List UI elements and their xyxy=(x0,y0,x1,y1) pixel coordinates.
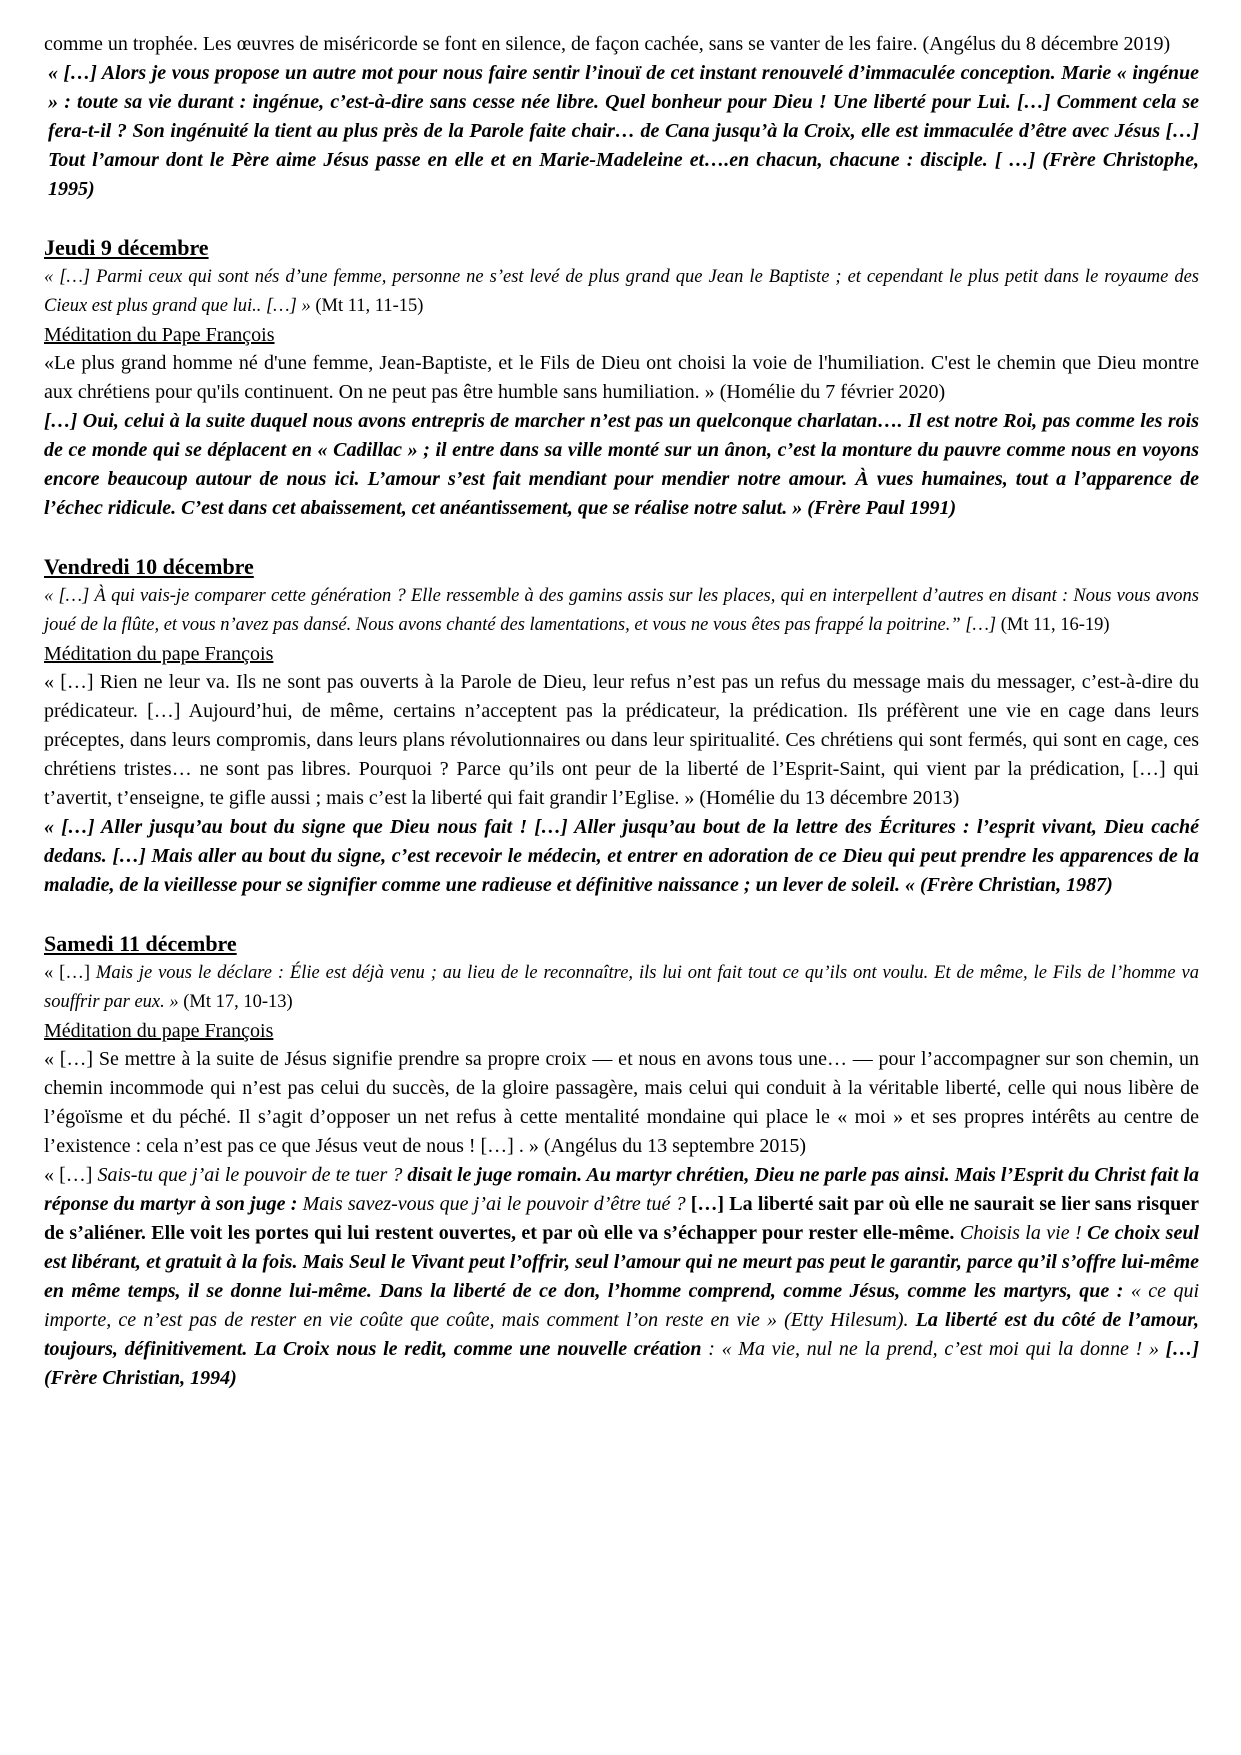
frere-part-italic: : « Ma vie, nul ne la prend, c’est moi qui la donne ! » xyxy=(701,1338,1166,1360)
frere-part-bold-italic: […] (Frère Christian, 1994) xyxy=(44,1338,1199,1389)
frere-quote-jeudi: […] Oui, celui à la suite duquel nous avons entrepris de marcher n’est pas un quelconque charlatan…. Il est notre Roi, pas comme les rois de ce monde qui se déplacent en « Cadillac » ; il entre dans sa ville monté sur un ânon, c’est la monture du pauvre comme nous en voyons encore beaucoup autour de nous ici. L’amour s’est fait mendiant pour mendier notre amour. À vues humaines, tout a l’apparence de l’échec ridicule. C’est dans cet abaissement, cet anéantissement, que se réalise notre salut. » (Frère Paul 1991) xyxy=(44,410,1199,519)
meditation-vendredi: « […] Rien ne leur va. Ils ne sont pas ouverts à la Parole de Dieu, leur refus n’est pas un refus du message mais du messager, c’est-à-dire du prédicateur. […] Aujourd’hui, de même, certains n’acceptent pas la prédicateur, la prédication. Ils préfèrent une vie en cage dans leurs préceptes, dans leurs compromis, dans leurs plans révolutionnaires ou dans leur spiritualité. Ces chrétiens qui sont fermés, qui sont en cage, ces chrétiens tristes… ne sont pas libres. Pourquoi ? Parce qu’ils ont peur de la liberté de l’Esprit-Saint, qui vient par la prédication, […] qui t’avertit, t’enseigne, te gifle aussi ; mais c’est la liberté qui fait grandir l’Eglise. » (Homélie du 13 décembre 2013) xyxy=(44,671,1199,809)
frere-part-italic: Mais savez-vous que j’ai le pouvoir d’être tué ? xyxy=(302,1193,686,1215)
gospel-reference: (Mt 17, 10-13) xyxy=(178,992,293,1012)
meditation-title-vendredi: Méditation du pape François xyxy=(44,643,274,665)
frere-quote-vendredi: « […] Aller jusqu’au bout du signe que Dieu nous fait ! […] Aller jusqu’au bout de la lettre des Écritures : l’esprit vivant, Dieu caché dedans. […] Mais aller au bout du signe, c’est recevoir le médecin, et entrer en adoration de ce Dieu qui peut prendre les apparences de la maladie, de la vieillesse pour se signifier comme une radieuse et définitive naissance ; un lever de soleil. « (Frère Christian, 1987) xyxy=(44,816,1199,896)
meditation-title-jeudi: Méditation du Pape François xyxy=(44,324,275,346)
meditation-reference: (Homélie du 7 février 2020) xyxy=(719,381,946,403)
gospel-jeudi xyxy=(44,263,1199,321)
gospel-vendredi xyxy=(44,582,1199,640)
meditation-jeudi xyxy=(44,349,1199,407)
frere-part-italic: Sais-tu que j’ai le pouvoir de te tuer ? xyxy=(97,1164,403,1186)
gospel-samedi xyxy=(44,959,1199,1017)
heading-vendredi: Vendredi 10 décembre xyxy=(44,554,254,579)
frere-part-bold-italic: La liberté est du côté de l’amour, toujours, définitivement. La Croix nous le redit, comme une nouvelle création xyxy=(44,1309,1199,1360)
frere-part-italic: « ce qui importe, ce n’est pas de rester en vie coûte que coûte, mais comment l’on reste en vie » (Etty Hilesum). xyxy=(44,1280,1200,1331)
heading-jeudi: Jeudi 9 décembre xyxy=(44,235,209,260)
gospel-text: Mais je vous le déclare : Élie est déjà venu ; au lieu de le reconnaître, ils lui ont fait tout ce qu’ils ont voulu. Et de même, le Fils de l’homme va souffrir par eux. » xyxy=(44,963,1200,1012)
gospel-text: « […] À qui vais-je comparer cette génération ? Elle ressemble à des gamins assis sur les places, qui en interpellent d’autres en disant : Nous vous avons joué de la flûte, et vous n’avez pas dansé. Nous avons chanté des lamentations, et vous ne vous êtes pas frappé la poitrine.” […] xyxy=(44,586,1199,635)
frere-part-bold: […] La liberté sait par où elle ne saurait se lier sans risquer de s’aliéner. Elle voit les portes qui lui restent ouvertes, et par où elle va s’échapper pour rester elle-même. xyxy=(44,1193,1200,1244)
gospel-prefix: « […] xyxy=(44,963,96,983)
meditation-text: «Le plus grand homme né d'une femme, Jean-Baptiste, et le Fils de Dieu ont choisi la voie de l'humiliation. C'est le chemin que Dieu montre aux chrétiens pour qu'ils continuent. On ne peut pas être humble sans humiliation. » xyxy=(44,352,1199,403)
frere-part: « […] xyxy=(44,1164,98,1186)
frere-quote-samedi xyxy=(44,1161,1199,1393)
frere-part-bold-italic: Ce choix seul est libérant, et gratuit à la fois. Mais Seul le Vivant peut l’offrir, seul l’amour qui ne meurt pas peut le garantir, parce qu’il s’offre lui-même en même temps, il se donne lui-même. Dans la liberté de ce don, l’homme comprend, comme Jésus, comme les martyrs, que : xyxy=(44,1222,1200,1302)
meditation-samedi: « […] Se mettre à la suite de Jésus signifie prendre sa propre croix — et nous en avons tous une… — pour l’accompagner sur son chemin, un chemin incommode qui n’est pas celui du succès, de la gloire passagère, mais celui qui conduit à la véritable liberté, celle qui nous libère de l’égoïsme et du péché. Il s’agit d’opposer un net refus à cette mentalité mondaine qui place le « moi » et ses propres intérêts au centre de l’existence : cela n’est pas ce que Jésus veut de nous ! […] . » (Angélus du 13 septembre 2015) xyxy=(44,1048,1199,1157)
christophe-quote: « […] Alors je vous propose un autre mot pour nous faire sentir l’inouï de cet instant renouvelé d’immaculée conception. Marie « ingénue » : toute sa vie durant : ingénue, c’est-à-dire sans cesse née libre. Quel bonheur pour Dieu ! Une liberté pour Lui. […] Comment cela se fera-t-il ? Son ingénuité la tient au plus près de la Parole faite chair… de Cana jusqu’à la Croix, elle est immaculée d’être avec Jésus […] Tout l’amour dont le Père aime Jésus passe en elle et en Marie-Madeleine et….en chacun, chacune : disciple. [ …] (Frère Christophe, 1995) xyxy=(48,62,1199,200)
gospel-reference: (Mt 11, 11-15) xyxy=(310,296,424,316)
gospel-text: « […] Parmi ceux qui sont nés d’une femme, personne ne s’est levé de plus grand que Jean le Baptiste ; et cependant le plus petit dans le royaume des Cieux est plus grand que lui.. […] » xyxy=(44,267,1199,316)
gospel-reference: (Mt 11, 16-19) xyxy=(996,615,1110,635)
frere-part-bold-italic: disait le juge romain. Au martyr chrétien, Dieu ne parle pas ainsi. Mais l’Esprit du Christ fait la réponse du martyr à son juge : xyxy=(44,1164,1199,1215)
frere-part-italic: Choisis la vie ! xyxy=(959,1222,1082,1244)
intro-text: comme un trophée. Les œuvres de miséricorde se font en silence, de façon cachée, sans se vanter de les faire. xyxy=(44,33,918,55)
intro-paragraph xyxy=(44,30,1199,59)
heading-samedi: Samedi 11 décembre xyxy=(44,931,237,956)
meditation-title-samedi: Méditation du pape François xyxy=(44,1020,274,1042)
intro-reference: (Angélus du 8 décembre 2019) xyxy=(922,33,1171,55)
